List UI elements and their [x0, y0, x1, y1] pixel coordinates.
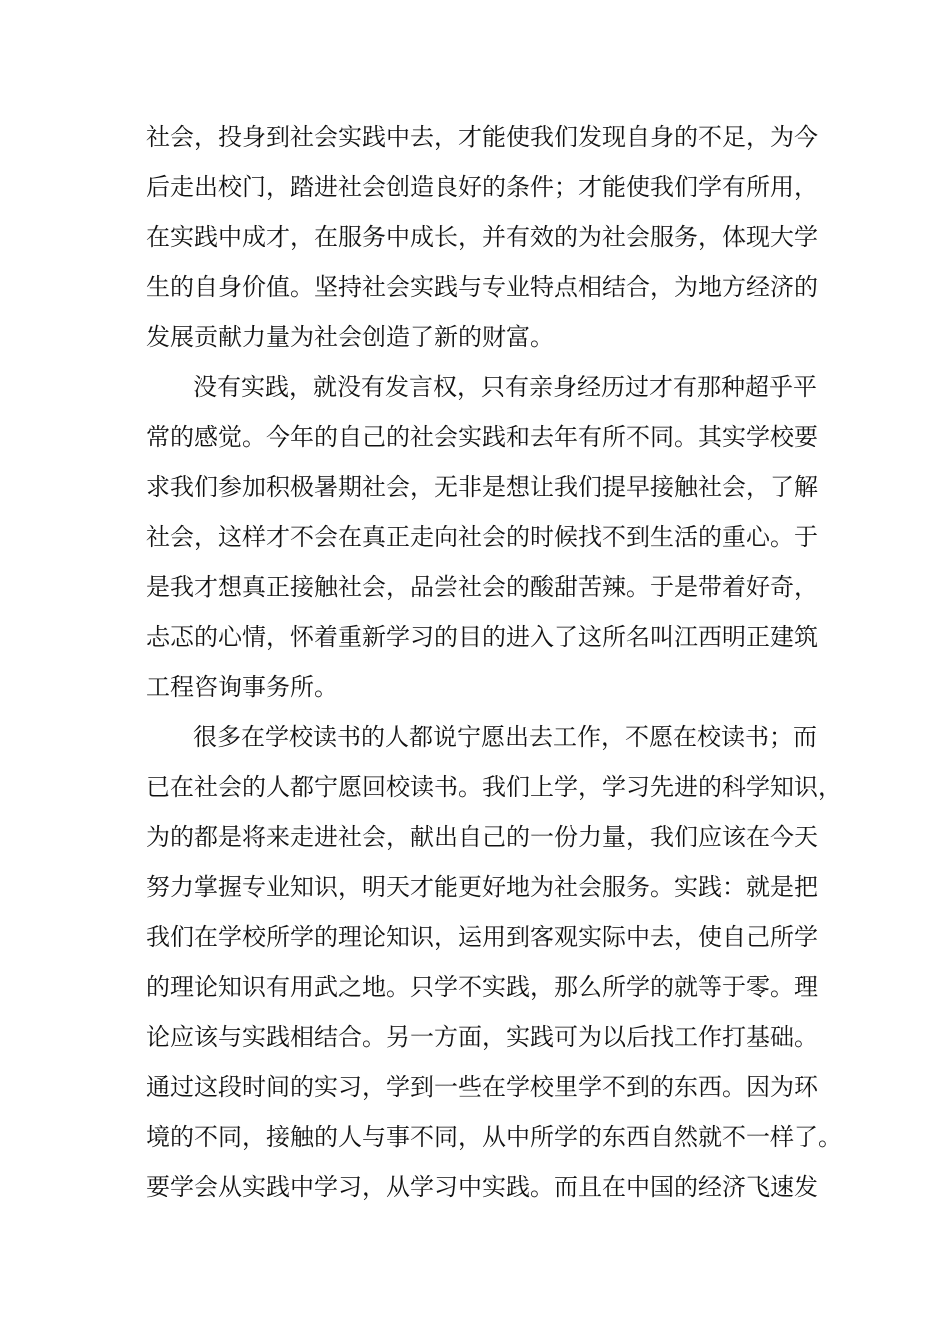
- text-line: 要学会从实践中学习，从学习中实践。而且在中国的经济飞速发: [146, 1173, 818, 1201]
- text-line: 求我们参加积极暑期社会，无非是想让我们提早接触社会，了解: [146, 473, 818, 501]
- text-line: 工程咨询事务所。: [146, 673, 338, 701]
- text-line: 论应该与实践相结合。另一方面，实践可为以后找工作打基础。: [146, 1023, 818, 1051]
- text-line: 境的不同，接触的人与事不同，从中所学的东西自然就不一样了。: [146, 1123, 842, 1151]
- body-text: [146, 112, 842, 1212]
- text-line: 已在社会的人都宁愿回校读书。我们上学，学习先进的科学知识，: [146, 773, 842, 801]
- text-line: 我们在学校所学的理论知识，运用到客观实际中去，使自己所学: [146, 923, 818, 951]
- text-line: 在实践中成才，在服务中成长，并有效的为社会服务，体现大学: [146, 223, 818, 251]
- text-line: 忐忑的心情，怀着重新学习的目的进入了这所名叫江西明正建筑: [146, 623, 818, 651]
- text-line: 社会，投身到社会实践中去，才能使我们发现自身的不足，为今: [146, 123, 818, 151]
- text-line: 的理论知识有用武之地。只学不实践，那么所学的就等于零。理: [146, 973, 818, 1001]
- paragraph-first-line: 没有实践，就没有发言权，只有亲身经历过才有那种超乎平: [193, 373, 817, 401]
- text-line: 是我才想真正接触社会，品尝社会的酸甜苦辣。于是带着好奇，: [146, 573, 818, 601]
- text-line: 社会，这样才不会在真正走向社会的时候找不到生活的重心。于: [146, 523, 818, 551]
- text-line: 后走出校门，踏进社会创造良好的条件；才能使我们学有所用，: [146, 173, 818, 201]
- text-line: 为的都是将来走进社会，献出自己的一份力量，我们应该在今天: [146, 823, 818, 851]
- text-line: 生的自身价值。坚持社会实践与专业特点相结合，为地方经济的: [146, 273, 818, 301]
- text-line: 发展贡献力量为社会创造了新的财富。: [146, 323, 554, 351]
- text-line: 通过这段时间的实习，学到一些在学校里学不到的东西。因为环: [146, 1073, 818, 1101]
- text-line: 努力掌握专业知识，明天才能更好地为社会服务。实践：就是把: [146, 873, 818, 901]
- paragraph-first-line: 很多在学校读书的人都说宁愿出去工作，不愿在校读书；而: [193, 723, 817, 751]
- text-line: 常的感觉。今年的自己的社会实践和去年有所不同。其实学校要: [146, 423, 818, 451]
